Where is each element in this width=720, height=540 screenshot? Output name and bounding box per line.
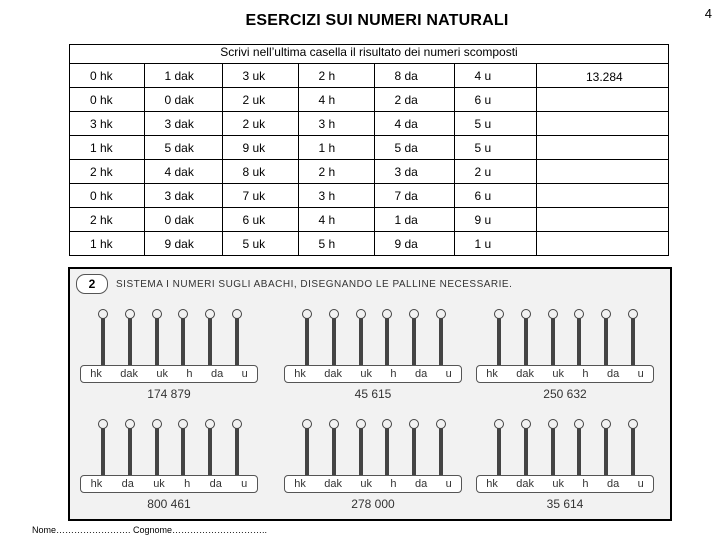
abacus-rod[interactable] (574, 419, 584, 477)
digit-cell: 8 da (374, 64, 454, 88)
place-value-label: uk (360, 478, 373, 490)
result-cell[interactable] (536, 112, 668, 136)
digit-cell: 4 h (298, 208, 374, 232)
abacus-rods (486, 309, 646, 367)
place-value-label: da (414, 478, 428, 490)
digit-cell: 0 hk (70, 88, 144, 112)
table-row (70, 232, 668, 256)
digit-cell: 6 uk (222, 208, 298, 232)
result-cell[interactable] (536, 184, 668, 208)
digit-cell: 5 uk (222, 232, 298, 256)
abacus-rod[interactable] (205, 309, 215, 367)
place-value-label: u (445, 478, 452, 490)
place-value-label: uk (156, 368, 169, 380)
abacus-rod[interactable] (601, 419, 611, 477)
place-value-label: uk (552, 478, 565, 490)
result-cell[interactable] (536, 88, 668, 112)
place-value-label: h (582, 478, 589, 490)
exercise-header (76, 275, 512, 293)
abacus-exercise (68, 267, 672, 521)
abacus-base (80, 475, 258, 493)
abacus-rods (90, 309, 250, 367)
digit-cell: 5 h (298, 232, 374, 256)
abacus-rod[interactable] (232, 309, 242, 367)
abacus-rod[interactable] (436, 309, 446, 367)
digit-cell: 2 h (298, 64, 374, 88)
table-row (70, 88, 668, 112)
place-value-label: u (637, 478, 644, 490)
digit-cell: 1 u (454, 232, 536, 256)
abacus (476, 411, 654, 519)
digit-cell: 5 u (454, 112, 536, 136)
digit-cell: 1 hk (70, 136, 144, 160)
place-value-label: uk (552, 368, 565, 380)
digit-cell: 0 hk (70, 64, 144, 88)
first-result: 13.284 (586, 70, 623, 84)
abacus-rod[interactable] (521, 419, 531, 477)
abacus (476, 301, 654, 409)
abacus-base (284, 475, 462, 493)
place-value-label: uk (360, 368, 373, 380)
place-value-label: dak (324, 368, 342, 380)
abacus-rod[interactable] (152, 309, 162, 367)
abacus (80, 301, 258, 409)
abacus-rod[interactable] (125, 419, 135, 477)
place-value-label: hk (90, 478, 103, 490)
abacus (284, 301, 462, 409)
abacus-rod[interactable] (601, 309, 611, 367)
digit-cell: 2 uk (222, 112, 298, 136)
abacus-rod[interactable] (436, 419, 446, 477)
digit-cell: 8 uk (222, 160, 298, 184)
digit-cell: 3 uk (222, 64, 298, 88)
table-row (70, 184, 668, 208)
digit-cell: 3 h (298, 184, 374, 208)
digit-cell: 4 h (298, 88, 374, 112)
place-value-label: u (637, 368, 644, 380)
table-row (70, 136, 668, 160)
digit-cell: 7 uk (222, 184, 298, 208)
place-value-label: dak (120, 368, 138, 380)
digit-cell: 3 da (374, 160, 454, 184)
abacus-rods (294, 419, 454, 477)
place-value-label: da (209, 478, 222, 490)
abacus-base (80, 365, 258, 383)
digit-cell: 2 hk (70, 160, 144, 184)
abacus (284, 411, 462, 519)
abacus-rod[interactable] (98, 309, 108, 367)
place-value-label: da (121, 478, 134, 490)
abacus-number: 174 879 (147, 387, 191, 401)
abacus-base (284, 365, 462, 383)
digit-cell: 2 u (454, 160, 536, 184)
numbers-grid (70, 64, 668, 255)
abacus-rod[interactable] (494, 419, 504, 477)
abacus-rod[interactable] (409, 309, 419, 367)
abacus-number: 45 615 (354, 387, 392, 401)
abacus-rod[interactable] (382, 419, 392, 477)
table-caption: Scrivi nell’ultima casella il risultato dei numeri scomposti (70, 45, 668, 64)
digit-cell: 1 da (374, 208, 454, 232)
abacus-rod[interactable] (494, 309, 504, 367)
abacus-rod[interactable] (178, 419, 188, 477)
abacus-rod[interactable] (548, 419, 558, 477)
place-value-label: h (582, 368, 589, 380)
digit-cell: 9 u (454, 208, 536, 232)
digit-cell: 1 dak (144, 64, 222, 88)
digit-cell: 5 dak (144, 136, 222, 160)
result-cell[interactable] (536, 208, 668, 232)
digit-cell: 5 da (374, 136, 454, 160)
decomposition-table (69, 44, 669, 256)
place-value-label: hk (294, 478, 306, 490)
abacus-rod[interactable] (521, 309, 531, 367)
digit-cell: 5 u (454, 136, 536, 160)
digit-cell: 0 dak (144, 208, 222, 232)
place-value-label: hk (486, 368, 498, 380)
digit-cell: 4 u (454, 64, 536, 88)
abacus-rod[interactable] (152, 419, 162, 477)
abacus-rod[interactable] (356, 419, 366, 477)
name-surname-line: Nome……………………. Cognome………………………….. (32, 525, 268, 535)
abacus-rod[interactable] (548, 309, 558, 367)
digit-cell: 1 hk (70, 232, 144, 256)
table-row (70, 160, 668, 184)
abacus-rod[interactable] (574, 309, 584, 367)
place-value-label: u (241, 368, 248, 380)
digit-cell: 9 da (374, 232, 454, 256)
digit-cell: 0 dak (144, 88, 222, 112)
place-value-label: hk (90, 368, 102, 380)
digit-cell: 2 h (298, 160, 374, 184)
abacus (80, 411, 258, 519)
digit-cell: 4 da (374, 112, 454, 136)
digit-cell: 3 dak (144, 112, 222, 136)
place-value-label: h (184, 478, 191, 490)
abacus-rods (90, 419, 250, 477)
abacus-rods (294, 309, 454, 367)
place-value-label: da (414, 368, 428, 380)
abacus-rod[interactable] (628, 309, 638, 367)
abacus-rod[interactable] (409, 419, 419, 477)
abacus-number: 800 461 (147, 497, 191, 511)
abacus-rod[interactable] (205, 419, 215, 477)
exercise-number: 2 (76, 274, 108, 294)
digit-cell: 2 hk (70, 208, 144, 232)
place-value-label: u (241, 478, 248, 490)
digit-cell: 3 dak (144, 184, 222, 208)
abacus-rod[interactable] (382, 309, 392, 367)
place-value-label: hk (486, 478, 498, 490)
abacus-rods (486, 419, 646, 477)
digit-cell: 2 uk (222, 88, 298, 112)
place-value-label: da (210, 368, 224, 380)
place-value-label: u (445, 368, 452, 380)
place-value-label: da (606, 478, 620, 490)
digit-cell: 3 hk (70, 112, 144, 136)
result-cell[interactable] (536, 232, 668, 256)
digit-cell: 0 hk (70, 184, 144, 208)
abacus-rod[interactable] (125, 309, 135, 367)
digit-cell: 7 da (374, 184, 454, 208)
abacus-rod[interactable] (178, 309, 188, 367)
result-cell[interactable] (536, 136, 668, 160)
place-value-label: dak (516, 368, 534, 380)
table-row (70, 208, 668, 232)
digit-cell: 6 u (454, 88, 536, 112)
abacus-base (476, 365, 654, 383)
abacus-rod[interactable] (329, 419, 339, 477)
place-value-label: da (606, 368, 620, 380)
abacus-rod[interactable] (232, 419, 242, 477)
place-value-label: hk (294, 368, 306, 380)
digit-cell: 9 uk (222, 136, 298, 160)
digit-cell: 9 dak (144, 232, 222, 256)
page-number: 4 (704, 6, 712, 21)
abacus-number: 250 632 (543, 387, 587, 401)
table-row (70, 64, 668, 88)
digit-cell: 2 da (374, 88, 454, 112)
abacus-number: 278 000 (351, 497, 395, 511)
digit-cell: 6 u (454, 184, 536, 208)
abacus-rod[interactable] (98, 419, 108, 477)
digit-cell: 1 h (298, 136, 374, 160)
table-row (70, 112, 668, 136)
abacus-rod[interactable] (356, 309, 366, 367)
digit-cell: 4 dak (144, 160, 222, 184)
digit-cell: 3 h (298, 112, 374, 136)
abacus-rod[interactable] (628, 419, 638, 477)
abacus-rod[interactable] (302, 309, 312, 367)
place-value-label: h (186, 368, 193, 380)
place-value-label: dak (324, 478, 342, 490)
place-value-label: h (390, 478, 397, 490)
page-title: ESERCIZI SUI NUMERI NATURALI (245, 12, 509, 29)
place-value-label: uk (153, 478, 165, 490)
result-cell[interactable] (536, 160, 668, 184)
abacus-rod[interactable] (302, 419, 312, 477)
place-value-label: dak (516, 478, 534, 490)
place-value-label: h (390, 368, 397, 380)
abacus-base (476, 475, 654, 493)
abacus-rod[interactable] (329, 309, 339, 367)
exercise-instruction: SISTEMA I NUMERI SUGLI ABACHI, DISEGNANDO LE PALLINE NECESSARIE. (116, 278, 513, 290)
abacus-number: 35 614 (546, 497, 584, 511)
